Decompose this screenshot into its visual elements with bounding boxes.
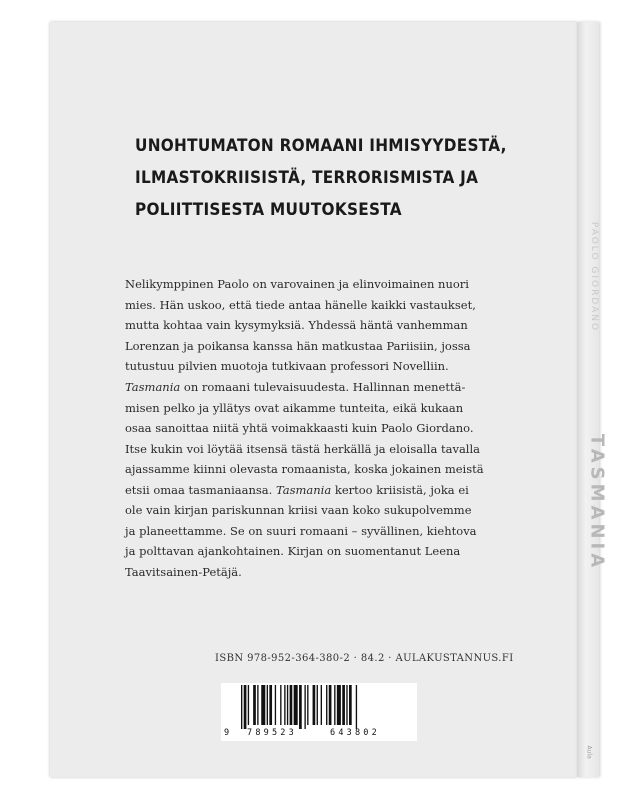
barcode-bar	[257, 685, 258, 725]
blurb-line	[125, 480, 485, 501]
barcode-bar	[342, 685, 345, 725]
barcode-bar	[299, 685, 302, 729]
barcode-bar	[244, 685, 247, 729]
blurb-paragraph-2	[125, 377, 485, 582]
barcode-bar	[321, 685, 322, 725]
spine-author: PAOLO GIORDANO	[589, 221, 599, 333]
barcode-bar	[284, 685, 285, 725]
barcode-bar	[307, 685, 308, 725]
barcode-bar	[346, 685, 347, 725]
blurb-line: Itse kukin voi löytää itsensä tästä herkällä ja eloisalla tavalla	[125, 441, 481, 456]
blurb-line: Taavitsainen-Petäjä.	[125, 564, 242, 579]
barcode-bar	[349, 685, 352, 725]
blurb-line: mies. Hän uskoo, että tiede antaa hänelle kaikki vastaukset,	[125, 297, 476, 312]
blurb-text: etsii omaa tasmaniaansa.	[125, 482, 273, 497]
barcode-digit-first: 9	[224, 728, 230, 738]
barcode-bar	[304, 685, 305, 729]
barcode-bar	[356, 685, 357, 729]
headline-line: UNOHTUMATON ROMAANI IHMISYYDESTÄ,	[135, 136, 507, 156]
barcode-bar	[253, 685, 256, 725]
barcode-digits-right: 643802	[330, 728, 380, 738]
blurb-line: ja planeettamme. Se on suuri romaani – syvällinen, kiehtova	[125, 523, 477, 538]
barcode-bar	[248, 685, 249, 725]
blurb-line: Lorenzan ja poikansa kanssa hän matkustaa Pariisiin, jossa	[125, 338, 471, 353]
spine-title: TASMANIA	[586, 433, 608, 572]
blurb-line: misen pelko ja yllätys ovat aikamme tunteita, eikä kukaan	[125, 400, 464, 415]
blurb-line: ja polttavan ajankohtainen. Kirjan on suomentanut Leena	[125, 544, 461, 558]
barcode-digits-left: 789523	[247, 728, 297, 738]
blurb-line	[125, 377, 485, 398]
blurb-line: osaa sanoittaa niitä yhtä voimakkaasti kuin Paolo Giordano.	[125, 421, 474, 435]
barcode-bar	[313, 685, 316, 725]
cover-headline	[135, 130, 507, 226]
blurb-text: on romaani tulevaisuudesta. Hallinnan menettä-	[180, 380, 466, 394]
blurb-line: ajassamme kiinni olevasta romaanista, koska jokainen meistä	[125, 462, 484, 476]
barcode-bar	[334, 685, 335, 725]
blurb-line: ole vain kirjan pariskunnan kriisi vaan koko sukupolvemme	[125, 503, 472, 517]
barcode-bar	[269, 685, 272, 725]
barcode-bar	[294, 685, 298, 725]
barcode-bar	[275, 685, 276, 725]
barcode-bar	[317, 685, 318, 725]
blurb-line: Nelikymppinen Paolo on varovainen ja elinvoimainen nuori	[125, 277, 469, 291]
isbn-line: ISBN 978-952-364-380-2 · 84.2 · AULAKUSTANNUS.FI	[215, 653, 514, 664]
barcode-bar	[290, 685, 293, 725]
barcode-bar	[280, 685, 281, 725]
barcode-bar	[241, 685, 242, 729]
isbn-barcode	[221, 683, 417, 741]
book-title-italic: Tasmania	[125, 380, 181, 394]
blurb-line: mutta kohtaa vain kysymyksiä. Yhdessä häntä vanhemman	[125, 318, 468, 332]
barcode-bar	[326, 685, 327, 725]
headline-line: POLIITTISESTA MUUTOKSESTA	[135, 200, 402, 220]
blurb-text: kertoo kriisistä, joka ei	[331, 482, 469, 497]
barcode-bars	[221, 683, 417, 729]
barcode-bar	[287, 685, 288, 725]
barcode-bar	[267, 685, 268, 725]
blurb-paragraph-1	[125, 274, 485, 377]
book-spine	[577, 22, 608, 777]
spine-publisher: Aula	[585, 745, 593, 759]
barcode-bar	[261, 685, 265, 725]
barcode-bar	[337, 685, 341, 725]
blurb-line: tutustuu pilvien muotoja tutkivaan professori Novelliin.	[125, 359, 449, 373]
book-title-italic: Tasmania	[275, 482, 332, 497]
barcode-bar	[329, 685, 332, 725]
headline-line: ILMASTOKRIISISTÄ, TERRORISMISTA JA	[135, 168, 479, 188]
